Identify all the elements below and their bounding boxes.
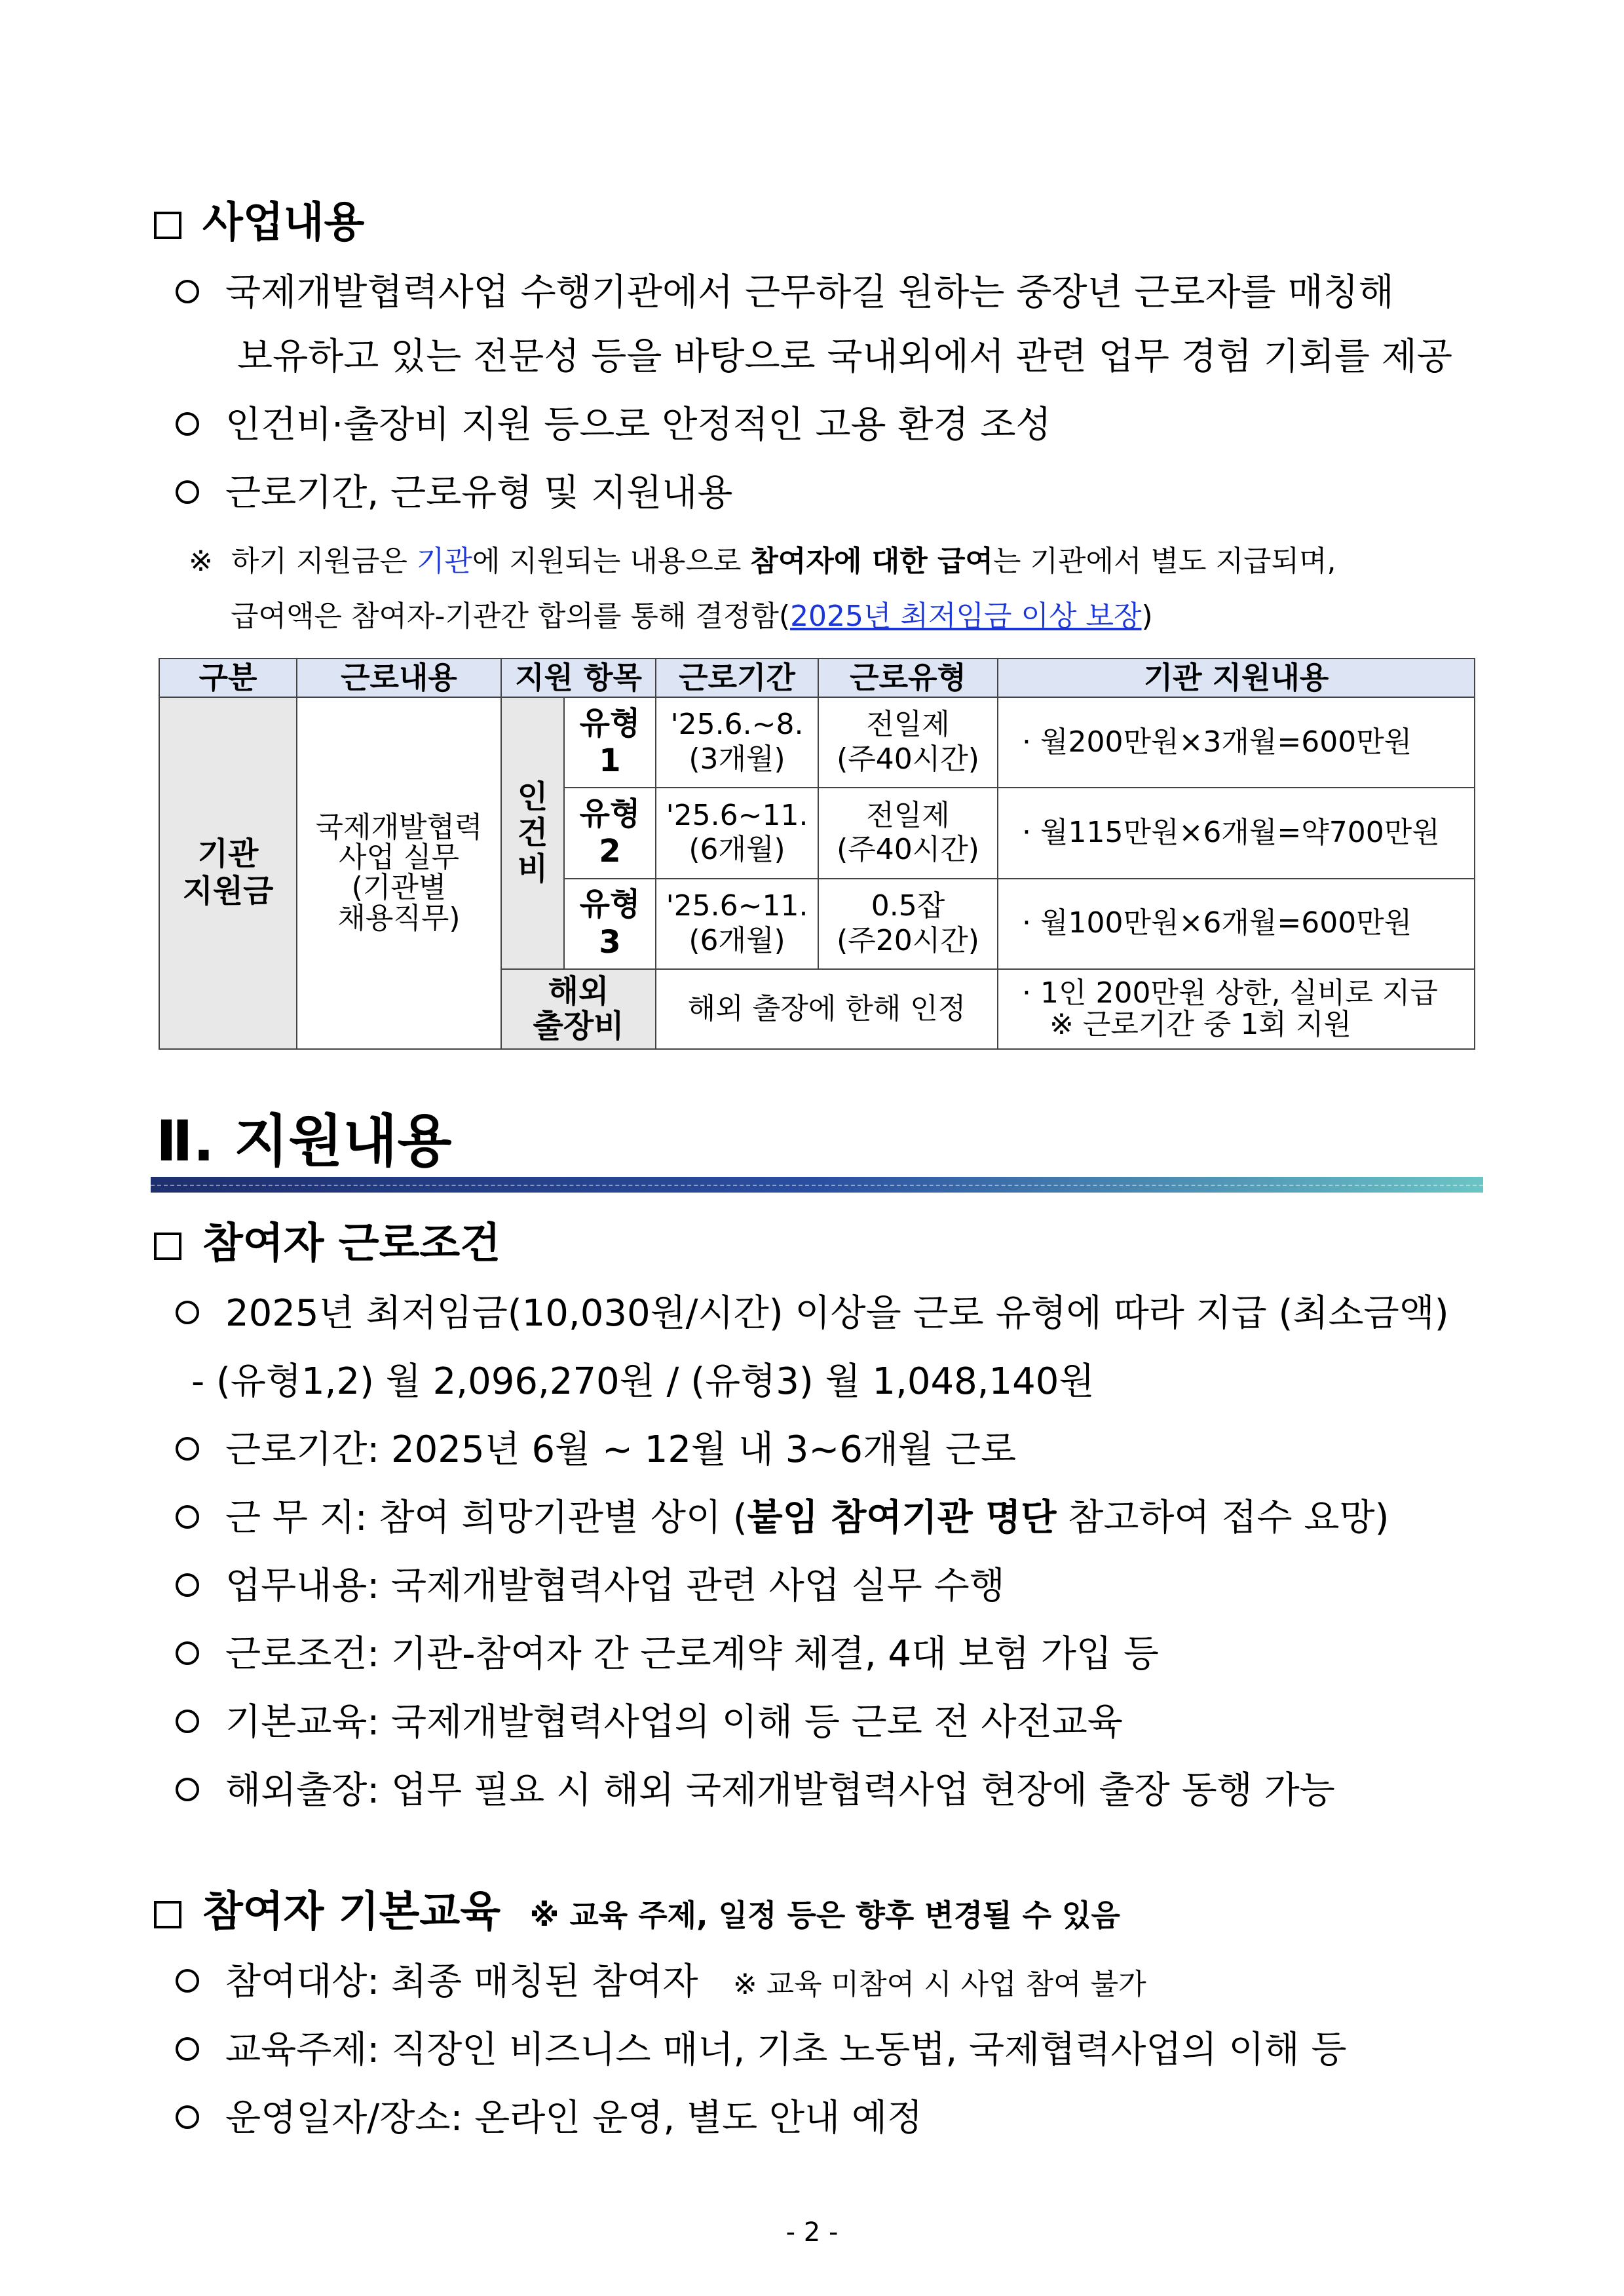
sub-item: - (유형1,2) 월 2,096,270원 / (유형3) 월 1,048,140원 (191, 1360, 1095, 1403)
bullet-item (176, 1625, 1159, 1677)
bullet-item (176, 1284, 1449, 1337)
category-text: 지원금 (182, 873, 274, 910)
section-conditions-heading (154, 1210, 500, 1270)
note-highlight-org: 기관 (416, 545, 472, 578)
support-cell: · 월200만원×3개월=600만원 (998, 697, 1475, 788)
note-mark: ※ (189, 545, 213, 578)
content-cell (297, 697, 501, 1049)
header-period: 근로기간 (656, 659, 818, 697)
worktype-text: 0.5잡 (871, 889, 945, 923)
bullet-bold-text: 붙임 참여기관 명단 (747, 1497, 1057, 1539)
bullet-item (176, 2089, 922, 2141)
page-number: - 2 - (785, 2217, 839, 2248)
bullet-text: 근로기간, 근로유형 및 지원내용 (225, 472, 733, 514)
note-line-1 (189, 537, 1336, 579)
note-link-minimum-wage: 2025년 최저임금 이상 보장 (790, 600, 1142, 633)
travel-support-text: ※ 근로기간 중 1회 지원 (1049, 1007, 1351, 1041)
square-bullet-icon (154, 1233, 181, 1260)
content-text: (기관별 (351, 871, 447, 905)
circle-bullet-icon (176, 1969, 199, 1993)
section-title: 참여자 근로조건 (202, 1219, 501, 1268)
travel-cost-cell (501, 969, 656, 1049)
circle-bullet-icon (176, 280, 199, 303)
note-line-2 (231, 592, 1153, 634)
note-text: 급여액은 참여자-기관간 합의를 통해 결정함( (231, 600, 791, 633)
section-title-note: ※ 교육 주제, 일정 등은 향후 변경될 수 있음 (529, 1898, 1120, 1933)
travel-scope-cell: 해외 출장에 한해 인정 (656, 969, 998, 1049)
header-category: 구분 (159, 659, 297, 697)
header-item: 지원 항목 (501, 659, 656, 697)
worktype-text: 전일제 (866, 798, 950, 832)
period-cell (656, 879, 818, 969)
support-table (159, 658, 1475, 1050)
worktype-cell (818, 697, 998, 788)
travel-support-text: · 1인 200만원 상한, 실비로 지급 (1022, 976, 1438, 1010)
labor-text: 건 (517, 814, 548, 851)
worktype-cell (818, 788, 998, 878)
bullet-item (176, 1761, 1335, 1814)
circle-bullet-icon (176, 1437, 199, 1461)
circle-bullet-icon (176, 2037, 199, 2061)
bullet-item (176, 1557, 1005, 1609)
note-text: 하기 지원금은 (231, 545, 417, 578)
period-text: (6개월) (689, 833, 785, 867)
period-cell (656, 788, 818, 878)
bullet-text: 근 무 지: 참여 희망기관별 상이 ( (225, 1497, 747, 1539)
worktype-cell (818, 879, 998, 969)
note-text: ) (1141, 600, 1153, 633)
labor-text: 인 (517, 778, 548, 815)
travel-text: 출장비 (533, 1007, 624, 1044)
period-cell (656, 697, 818, 788)
bullet-text: 참고하여 접수 요망) (1056, 1497, 1389, 1539)
support-cell: · 월100만원×6개월=600만원 (998, 879, 1475, 969)
labor-cost-cell (501, 697, 564, 969)
period-text: '25.6~11. (666, 889, 808, 923)
circle-bullet-icon (176, 1505, 199, 1529)
note-text: 는 기관에서 별도 지급되며, (993, 545, 1336, 578)
worktype-text: (주40시간) (837, 742, 979, 776)
header-support: 기관 지원내용 (998, 659, 1475, 697)
table-header-row (159, 659, 1475, 697)
period-text: (6개월) (689, 923, 785, 957)
note-text: 에 지원되는 내용으로 (472, 545, 751, 578)
section-title: 참여자 기본교육 (202, 1888, 501, 1936)
bullet-text: 교육주제: 직장인 비즈니스 매너, 기초 노동법, 국제협력사업의 이해 등 (225, 2029, 1347, 2071)
bullet-text: 참여대상: 최종 매칭된 참여자 (225, 1961, 698, 2003)
worktype-text: (주20시간) (837, 923, 979, 957)
worktype-text: (주40시간) (837, 833, 979, 867)
period-text: (3개월) (689, 742, 785, 776)
labor-text: 비 (517, 851, 548, 888)
travel-support-cell (998, 969, 1475, 1049)
bullet-item (176, 464, 732, 516)
bullet-text: 근로기간: 2025년 6월 ~ 12월 내 3~6개월 근로 (225, 1428, 1017, 1471)
bullet-item (176, 1489, 1389, 1541)
circle-bullet-icon (176, 2105, 199, 2129)
type-cell: 유형3 (564, 879, 656, 969)
circle-bullet-icon (176, 480, 199, 504)
bullet-text: 운영일자/장소: 온라인 운영, 별도 안내 예정 (225, 2097, 923, 2139)
circle-bullet-icon (176, 1710, 199, 1733)
worktype-text: 전일제 (866, 708, 950, 742)
square-bullet-icon (154, 212, 181, 239)
circle-bullet-icon (176, 1301, 199, 1324)
header-content: 근로내용 (297, 659, 501, 697)
note-bold-salary: 참여자에 대한 급여 (750, 545, 994, 578)
bullet-note: ※ 교육 미참여 시 사업 참여 불가 (732, 1968, 1146, 2001)
period-text: '25.6~11. (666, 798, 808, 832)
circle-bullet-icon (176, 1641, 199, 1665)
bullet-text: 인건비·출장비 지원 등으로 안정적인 고용 환경 조성 (225, 404, 1051, 446)
content-text: 채용직무) (337, 901, 461, 935)
bullet-item (176, 1693, 1123, 1746)
chapter-heading: Ⅱ. 지원내용 (156, 1109, 452, 1174)
travel-text: 해외 (548, 973, 609, 1010)
bullet-continuation: 보유하고 있는 전문성 등을 바탕으로 국내외에서 관련 업무 경험 기회를 제공 (237, 335, 1452, 378)
chapter-divider-dash (151, 1185, 1483, 1186)
type-cell: 유형1 (564, 697, 656, 788)
square-bullet-icon (154, 1901, 181, 1928)
section-education-heading (154, 1878, 1120, 1938)
bullet-text: 근로조건: 기관-참여자 간 근로계약 체결, 4대 보험 가입 등 (225, 1633, 1160, 1675)
section-business-heading (154, 189, 364, 249)
bullet-item (176, 2021, 1347, 2073)
bullet-text: 국제개발협력사업 수행기관에서 근무하길 원하는 중장년 근로자를 매칭해 (225, 271, 1394, 314)
bullet-item (176, 1953, 1146, 2005)
category-cell (159, 697, 297, 1049)
bullet-item (176, 1421, 1016, 1473)
bullet-item (176, 263, 1394, 316)
circle-bullet-icon (176, 1778, 199, 1801)
type-cell: 유형2 (564, 788, 656, 878)
bullet-text: 해외출장: 업무 필요 시 해외 국제개발협력사업 현장에 출장 동행 가능 (225, 1769, 1335, 1812)
circle-bullet-icon (176, 412, 199, 436)
section-title: 사업내용 (202, 199, 365, 247)
content-text: 사업 실무 (338, 841, 459, 875)
period-text: '25.6.~8. (670, 708, 804, 742)
circle-bullet-icon (176, 1573, 199, 1597)
header-worktype: 근로유형 (818, 659, 998, 697)
category-text: 기관 (197, 835, 259, 872)
table-row (159, 697, 1475, 788)
support-cell: · 월115만원×6개월=약700만원 (998, 788, 1475, 878)
bullet-text: 2025년 최저임금(10,030원/시간) 이상을 근로 유형에 따라 지급 (최소금액) (225, 1292, 1449, 1335)
content-text: 국제개발협력 (315, 811, 483, 845)
bullet-item (176, 396, 1051, 448)
bullet-text: 기본교육: 국제개발협력사업의 이해 등 근로 전 사전교육 (225, 1701, 1123, 1744)
bullet-text: 업무내용: 국제개발협력사업 관련 사업 실무 수행 (225, 1565, 1005, 1607)
